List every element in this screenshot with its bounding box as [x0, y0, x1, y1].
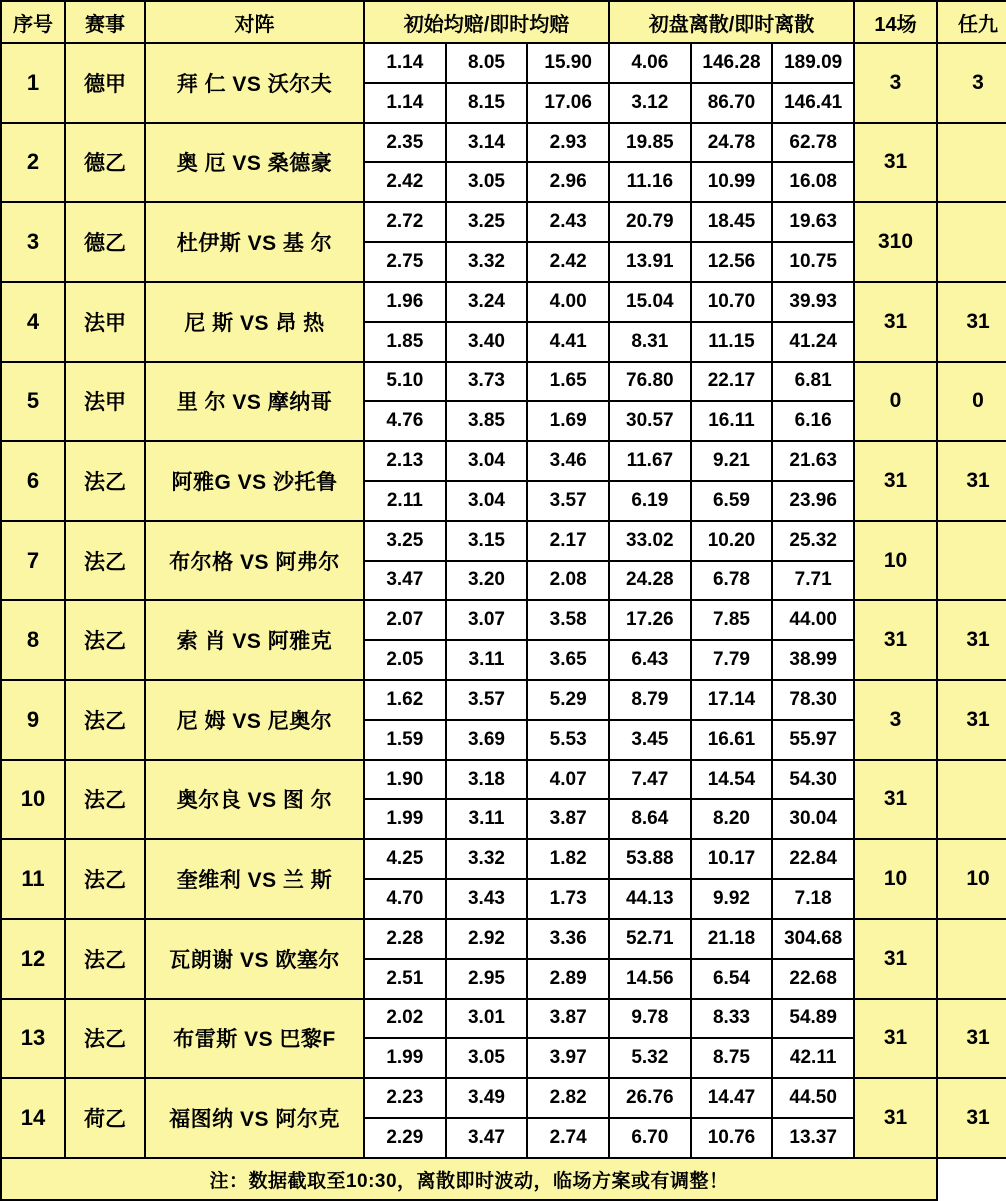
cell-deviation-initial: 14.54: [691, 760, 773, 800]
cell-odds-initial: 4.25: [364, 839, 446, 879]
cell-deviation-initial: 25.32: [772, 521, 854, 561]
table-row: [1, 919, 1006, 959]
cell-odds-live: 4.70: [364, 879, 446, 919]
cell-deviation-live: 7.71: [772, 561, 854, 601]
cell-deviation-live: 24.28: [609, 561, 691, 601]
cell-league: 法乙: [65, 521, 145, 601]
cell-deviation-initial: 14.47: [691, 1078, 773, 1118]
cell-odds-live: 2.96: [527, 162, 609, 202]
cell-odds-initial: 1.96: [364, 282, 446, 322]
table-body: [1, 43, 1006, 1158]
cell-odds-live: 3.11: [446, 799, 528, 839]
table-row: [1, 521, 1006, 561]
cell-lottery9: 0: [937, 362, 1006, 442]
cell-lottery14: 31: [854, 760, 937, 840]
cell-odds-live: 2.08: [527, 561, 609, 601]
cell-lottery9: 31: [937, 999, 1006, 1079]
cell-deviation-initial: 44.50: [772, 1078, 854, 1118]
cell-odds-initial: 3.25: [446, 202, 528, 242]
cell-odds-initial: 2.93: [527, 123, 609, 163]
cell-lottery9: 31: [937, 1078, 1006, 1158]
cell-odds-live: 2.51: [364, 959, 446, 999]
cell-deviation-initial: 189.09: [772, 43, 854, 83]
cell-lottery9: 31: [937, 441, 1006, 521]
cell-odds-initial: 2.28: [364, 919, 446, 959]
cell-deviation-live: 6.59: [691, 481, 773, 521]
cell-deviation-live: 41.24: [772, 322, 854, 362]
cell-odds-initial: 3.73: [446, 362, 528, 402]
cell-deviation-live: 6.54: [691, 959, 773, 999]
cell-odds-initial: 3.36: [527, 919, 609, 959]
cell-odds-initial: 3.18: [446, 760, 528, 800]
cell-deviation-initial: 7.85: [691, 600, 773, 640]
cell-odds-initial: 5.10: [364, 362, 446, 402]
cell-deviation-initial: 24.78: [691, 123, 773, 163]
cell-deviation-live: 10.99: [691, 162, 773, 202]
cell-deviation-initial: 9.78: [609, 999, 691, 1039]
cell-deviation-live: 22.68: [772, 959, 854, 999]
cell-seq: 10: [1, 760, 65, 840]
cell-odds-initial: 1.82: [527, 839, 609, 879]
cell-odds-initial: 1.90: [364, 760, 446, 800]
cell-deviation-live: 14.56: [609, 959, 691, 999]
cell-odds-live: 1.85: [364, 322, 446, 362]
cell-odds-initial: 5.29: [527, 680, 609, 720]
cell-odds-initial: 2.02: [364, 999, 446, 1039]
cell-odds-live: 3.85: [446, 401, 528, 441]
cell-lottery14: 31: [854, 1078, 937, 1158]
column-header-match: 对阵: [145, 1, 364, 43]
cell-seq: 2: [1, 123, 65, 203]
cell-league: 法乙: [65, 600, 145, 680]
cell-odds-live: 3.11: [446, 640, 528, 680]
cell-odds-live: 3.05: [446, 162, 528, 202]
cell-league: 德乙: [65, 123, 145, 203]
table-row: [1, 1078, 1006, 1118]
cell-odds-live: 3.04: [446, 481, 528, 521]
cell-odds-initial: 3.58: [527, 600, 609, 640]
cell-deviation-initial: 52.71: [609, 919, 691, 959]
cell-match: 阿雅G VS 沙托鲁: [145, 441, 364, 521]
cell-odds-initial: 2.23: [364, 1078, 446, 1118]
table-row: [1, 441, 1006, 481]
cell-match: 里 尔 VS 摩纳哥: [145, 362, 364, 442]
cell-league: 德甲: [65, 43, 145, 123]
cell-deviation-live: 8.75: [691, 1038, 773, 1078]
cell-odds-initial: 2.43: [527, 202, 609, 242]
cell-odds-initial: 1.65: [527, 362, 609, 402]
cell-lottery9: 31: [937, 680, 1006, 760]
cell-deviation-initial: 44.00: [772, 600, 854, 640]
cell-deviation-live: 3.12: [609, 83, 691, 123]
cell-seq: 4: [1, 282, 65, 362]
cell-league: 法乙: [65, 760, 145, 840]
cell-odds-initial: 2.72: [364, 202, 446, 242]
cell-deviation-live: 10.75: [772, 242, 854, 282]
cell-odds-initial: 3.57: [446, 680, 528, 720]
cell-odds-initial: 2.82: [527, 1078, 609, 1118]
cell-match: 奥尔良 VS 图 尔: [145, 760, 364, 840]
cell-odds-live: 3.65: [527, 640, 609, 680]
cell-deviation-live: 8.64: [609, 799, 691, 839]
cell-odds-live: 1.73: [527, 879, 609, 919]
cell-league: 德乙: [65, 202, 145, 282]
cell-league: 法甲: [65, 282, 145, 362]
cell-deviation-initial: 19.85: [609, 123, 691, 163]
footer-note: 注：数据截取至10:30，离散即时波动，临场方案或有调整！: [1, 1158, 937, 1200]
cell-odds-live: 17.06: [527, 83, 609, 123]
cell-lottery14: 3: [854, 43, 937, 123]
column-header-league: 赛事: [65, 1, 145, 43]
cell-seq: 6: [1, 441, 65, 521]
cell-odds-live: 2.11: [364, 481, 446, 521]
cell-odds-live: 3.57: [527, 481, 609, 521]
cell-deviation-live: 11.16: [609, 162, 691, 202]
cell-deviation-live: 44.13: [609, 879, 691, 919]
cell-lottery14: 0: [854, 362, 937, 442]
cell-deviation-live: 13.91: [609, 242, 691, 282]
cell-odds-initial: 2.35: [364, 123, 446, 163]
cell-odds-initial: 1.14: [364, 43, 446, 83]
cell-deviation-live: 6.19: [609, 481, 691, 521]
cell-match: 奎维利 VS 兰 斯: [145, 839, 364, 919]
cell-odds-initial: 1.62: [364, 680, 446, 720]
cell-odds-initial: 3.01: [446, 999, 528, 1039]
cell-deviation-live: 16.08: [772, 162, 854, 202]
table-row: [1, 43, 1006, 83]
cell-odds-initial: 3.07: [446, 600, 528, 640]
cell-odds-live: 2.05: [364, 640, 446, 680]
cell-deviation-live: 23.96: [772, 481, 854, 521]
cell-odds-live: 2.42: [527, 242, 609, 282]
cell-deviation-initial: 17.14: [691, 680, 773, 720]
cell-deviation-initial: 26.76: [609, 1078, 691, 1118]
cell-odds-live: 3.87: [527, 799, 609, 839]
cell-match: 福图纳 VS 阿尔克: [145, 1078, 364, 1158]
header-row: [1, 1, 1006, 43]
cell-lottery14: 31: [854, 123, 937, 203]
cell-odds-initial: 3.87: [527, 999, 609, 1039]
cell-deviation-live: 8.31: [609, 322, 691, 362]
table-row: [1, 999, 1006, 1039]
cell-deviation-initial: 21.63: [772, 441, 854, 481]
cell-seq: 9: [1, 680, 65, 760]
cell-odds-initial: 4.00: [527, 282, 609, 322]
cell-lottery14: 10: [854, 839, 937, 919]
cell-deviation-live: 16.11: [691, 401, 773, 441]
cell-seq: 1: [1, 43, 65, 123]
cell-lottery9: 31: [937, 282, 1006, 362]
footer-row: [1, 1158, 1006, 1200]
cell-deviation-live: 11.15: [691, 322, 773, 362]
cell-lottery14: 31: [854, 999, 937, 1079]
cell-odds-live: 3.43: [446, 879, 528, 919]
cell-match: 拜 仁 VS 沃尔夫: [145, 43, 364, 123]
cell-deviation-live: 9.92: [691, 879, 773, 919]
cell-odds-initial: 15.90: [527, 43, 609, 83]
cell-odds-live: 3.97: [527, 1038, 609, 1078]
cell-odds-live: 3.69: [446, 720, 528, 760]
column-header-seq: 序号: [1, 1, 65, 43]
column-header-deviation: 初盘离散/即时离散: [609, 1, 854, 43]
cell-odds-initial: 3.24: [446, 282, 528, 322]
cell-odds-live: 1.59: [364, 720, 446, 760]
cell-odds-live: 2.42: [364, 162, 446, 202]
cell-deviation-initial: 15.04: [609, 282, 691, 322]
table-foot: [1, 1158, 1006, 1200]
cell-match: 奥 厄 VS 桑德豪: [145, 123, 364, 203]
cell-odds-initial: 3.04: [446, 441, 528, 481]
cell-seq: 8: [1, 600, 65, 680]
cell-seq: 7: [1, 521, 65, 601]
table-row: [1, 680, 1006, 720]
cell-match: 瓦朗谢 VS 欧塞尔: [145, 919, 364, 999]
column-header-odds: 初始均赔/即时均赔: [364, 1, 609, 43]
cell-deviation-live: 10.76: [691, 1118, 773, 1158]
cell-deviation-initial: 8.79: [609, 680, 691, 720]
cell-odds-initial: 3.32: [446, 839, 528, 879]
cell-deviation-live: 12.56: [691, 242, 773, 282]
cell-deviation-initial: 54.89: [772, 999, 854, 1039]
cell-lottery9: [937, 521, 1006, 601]
table-row: [1, 123, 1006, 163]
cell-deviation-live: 16.61: [691, 720, 773, 760]
cell-deviation-live: 6.43: [609, 640, 691, 680]
cell-deviation-live: 86.70: [691, 83, 773, 123]
cell-deviation-initial: 21.18: [691, 919, 773, 959]
cell-lottery9: [937, 123, 1006, 203]
cell-league: 法乙: [65, 999, 145, 1079]
cell-deviation-live: 38.99: [772, 640, 854, 680]
cell-odds-live: 4.76: [364, 401, 446, 441]
cell-lottery14: 3: [854, 680, 937, 760]
cell-odds-live: 3.05: [446, 1038, 528, 1078]
table-head: [1, 1, 1006, 43]
cell-odds-live: 2.75: [364, 242, 446, 282]
cell-seq: 14: [1, 1078, 65, 1158]
cell-deviation-live: 55.97: [772, 720, 854, 760]
cell-deviation-live: 7.18: [772, 879, 854, 919]
cell-seq: 11: [1, 839, 65, 919]
cell-deviation-initial: 4.06: [609, 43, 691, 83]
cell-odds-initial: 2.92: [446, 919, 528, 959]
cell-deviation-live: 5.32: [609, 1038, 691, 1078]
cell-match: 尼 姆 VS 尼奥尔: [145, 680, 364, 760]
cell-match: 尼 斯 VS 昂 热: [145, 282, 364, 362]
cell-deviation-live: 42.11: [772, 1038, 854, 1078]
cell-league: 法乙: [65, 441, 145, 521]
cell-odds-live: 2.29: [364, 1118, 446, 1158]
cell-odds-live: 4.41: [527, 322, 609, 362]
cell-odds-initial: 3.15: [446, 521, 528, 561]
cell-league: 法乙: [65, 680, 145, 760]
cell-odds-live: 5.53: [527, 720, 609, 760]
cell-deviation-live: 30.57: [609, 401, 691, 441]
cell-odds-live: 1.14: [364, 83, 446, 123]
table-row: [1, 839, 1006, 879]
cell-deviation-live: 6.70: [609, 1118, 691, 1158]
cell-odds-initial: 2.07: [364, 600, 446, 640]
cell-odds-initial: 2.17: [527, 521, 609, 561]
cell-lottery9: 10: [937, 839, 1006, 919]
cell-odds-live: 2.95: [446, 959, 528, 999]
cell-odds-initial: 4.07: [527, 760, 609, 800]
cell-lottery9: [937, 760, 1006, 840]
cell-lottery14: 31: [854, 600, 937, 680]
cell-deviation-initial: 18.45: [691, 202, 773, 242]
table-row: [1, 202, 1006, 242]
cell-deviation-initial: 20.79: [609, 202, 691, 242]
cell-odds-initial: 3.14: [446, 123, 528, 163]
cell-odds-live: 1.69: [527, 401, 609, 441]
cell-deviation-initial: 78.30: [772, 680, 854, 720]
cell-lottery9: [937, 202, 1006, 282]
cell-seq: 5: [1, 362, 65, 442]
cell-league: 法乙: [65, 919, 145, 999]
cell-deviation-initial: 54.30: [772, 760, 854, 800]
cell-odds-initial: 3.46: [527, 441, 609, 481]
cell-seq: 13: [1, 999, 65, 1079]
cell-match: 布雷斯 VS 巴黎F: [145, 999, 364, 1079]
table-row: [1, 362, 1006, 402]
cell-deviation-live: 6.16: [772, 401, 854, 441]
cell-deviation-initial: 11.67: [609, 441, 691, 481]
cell-deviation-initial: 9.21: [691, 441, 773, 481]
cell-deviation-initial: 76.80: [609, 362, 691, 402]
column-header-lottery14: 14场: [854, 1, 937, 43]
cell-odds-live: 3.40: [446, 322, 528, 362]
cell-match: 索 肖 VS 阿雅克: [145, 600, 364, 680]
cell-deviation-initial: 304.68: [772, 919, 854, 959]
cell-odds-initial: 3.49: [446, 1078, 528, 1118]
cell-deviation-initial: 62.78: [772, 123, 854, 163]
cell-deviation-initial: 6.81: [772, 362, 854, 402]
cell-deviation-initial: 146.28: [691, 43, 773, 83]
cell-deviation-initial: 22.17: [691, 362, 773, 402]
cell-deviation-initial: 22.84: [772, 839, 854, 879]
cell-match: 杜伊斯 VS 基 尔: [145, 202, 364, 282]
cell-odds-live: 2.89: [527, 959, 609, 999]
table-row: [1, 600, 1006, 640]
cell-deviation-live: 6.78: [691, 561, 773, 601]
cell-deviation-initial: 39.93: [772, 282, 854, 322]
cell-odds-live: 2.74: [527, 1118, 609, 1158]
cell-deviation-initial: 33.02: [609, 521, 691, 561]
cell-deviation-initial: 10.70: [691, 282, 773, 322]
cell-odds-live: 1.99: [364, 799, 446, 839]
cell-lottery9: 31: [937, 600, 1006, 680]
cell-deviation-live: 13.37: [772, 1118, 854, 1158]
cell-deviation-live: 146.41: [772, 83, 854, 123]
cell-lottery14: 31: [854, 919, 937, 999]
cell-seq: 3: [1, 202, 65, 282]
cell-deviation-initial: 53.88: [609, 839, 691, 879]
cell-deviation-initial: 10.20: [691, 521, 773, 561]
table-row: [1, 760, 1006, 800]
cell-deviation-initial: 7.47: [609, 760, 691, 800]
cell-odds-initial: 8.05: [446, 43, 528, 83]
cell-lottery9: 3: [937, 43, 1006, 123]
cell-deviation-initial: 17.26: [609, 600, 691, 640]
table-row: [1, 282, 1006, 322]
column-header-lottery9: 任九: [937, 1, 1006, 43]
cell-lottery14: 10: [854, 521, 937, 601]
cell-odds-initial: 3.25: [364, 521, 446, 561]
cell-deviation-live: 7.79: [691, 640, 773, 680]
cell-deviation-initial: 8.33: [691, 999, 773, 1039]
cell-league: 法乙: [65, 839, 145, 919]
cell-lottery14: 31: [854, 441, 937, 521]
cell-odds-live: 3.20: [446, 561, 528, 601]
cell-lottery14: 31: [854, 282, 937, 362]
cell-odds-initial: 2.13: [364, 441, 446, 481]
cell-seq: 12: [1, 919, 65, 999]
cell-match: 布尔格 VS 阿弗尔: [145, 521, 364, 601]
cell-deviation-initial: 10.17: [691, 839, 773, 879]
cell-lottery14: 310: [854, 202, 937, 282]
cell-odds-live: 3.32: [446, 242, 528, 282]
cell-deviation-live: 8.20: [691, 799, 773, 839]
cell-odds-live: 1.99: [364, 1038, 446, 1078]
cell-deviation-live: 30.04: [772, 799, 854, 839]
cell-lottery9: [937, 919, 1006, 999]
cell-odds-live: 3.47: [446, 1118, 528, 1158]
cell-odds-live: 8.15: [446, 83, 528, 123]
cell-deviation-live: 3.45: [609, 720, 691, 760]
cell-league: 荷乙: [65, 1078, 145, 1158]
cell-deviation-initial: 19.63: [772, 202, 854, 242]
cell-league: 法甲: [65, 362, 145, 442]
cell-odds-live: 3.47: [364, 561, 446, 601]
